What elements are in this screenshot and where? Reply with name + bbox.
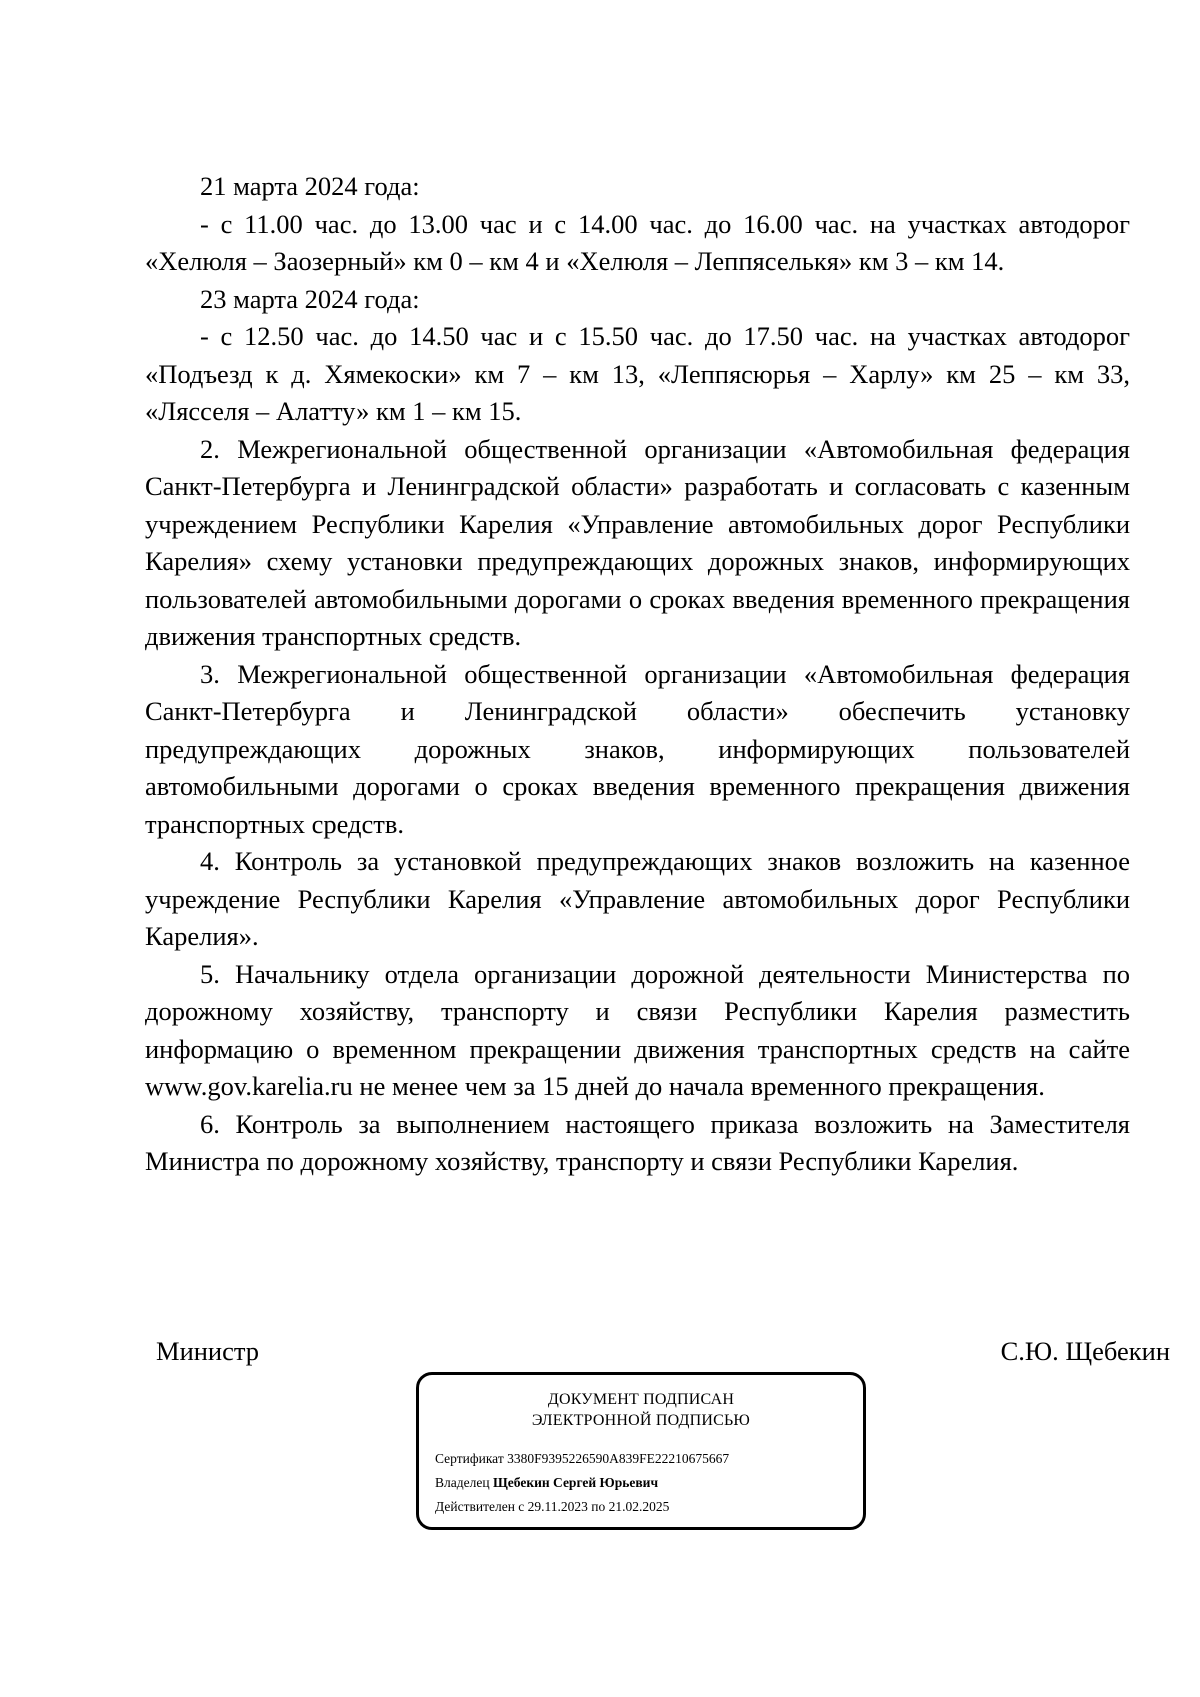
paragraph: 23 марта 2024 года: — [200, 283, 420, 314]
stamp-certificate — [435, 1447, 863, 1471]
validity-label: Действителен с — [435, 1499, 525, 1514]
paragraph: 3. Межрегиональной общественной организации «Автомобильная федерация Санкт-Петербурга и Ленинградской области» обеспечить установку предупреждающих дорожных знаков, информирующих пользователей автомобильными дорогами о сроках введения временного прекращения движения транспортных средств. — [145, 658, 1130, 839]
signatory-title: Министр — [156, 1336, 260, 1366]
stamp-owner — [435, 1471, 863, 1495]
signatory-name: С.Ю. Щебекин — [1000, 1336, 1170, 1366]
paragraph: 4. Контроль за установкой предупреждающих знаков возложить на казенное учреждение Республики Карелия «Управление автомобильных дорог Республики Карелия». — [145, 846, 1130, 951]
stamp-header-line: ДОКУМЕНТ ПОДПИСАН — [547, 1391, 735, 1408]
owner-label: Владелец — [435, 1475, 490, 1490]
paragraph: - с 11.00 час. до 13.00 час и с 14.00 час. до 16.00 час. на участках автодорог «Хелюля – Заозерный» км 0 – км 4 и «Хелюля – Леппяселькя» км 3 – км 14. — [145, 208, 1130, 276]
owner-value: Щебекин Сергей Юрьевич — [492, 1475, 659, 1490]
paragraph: 2. Межрегиональной общественной организации «Автомобильная федерация Санкт-Петербурга и Ленинградской области» разработать и согласовать с казенным учреждением Республики Карелия «Управление автомобильных дорог Республики Карелия» схему установки предупреждающих дорожных знаков, информирующих пользователей автомобильными дорогами о сроках введения временного прекращения движения транспортных средств. — [145, 433, 1130, 651]
paragraph: 5. Начальнику отдела организации дорожной деятельности Министерства по дорожному хозяйству, транспорту и связи Республики Карелия разместить информацию о временном прекращении движения транспортных средств на сайте www.gov.karelia.ru не менее чем за 15 дней до начала временного прекращения. — [145, 958, 1130, 1101]
valid-to: 21.02.2025 — [608, 1499, 670, 1514]
paragraph: 6. Контроль за выполнением настоящего приказа возложить на Заместителя Министра по дорожному хозяйству, транспорту и связи Республики Карелия. — [145, 1108, 1130, 1176]
electronic-signature-stamp — [416, 1372, 866, 1530]
certificate-label: Сертификат — [435, 1451, 504, 1466]
valid-from: 29.11.2023 — [527, 1499, 588, 1514]
valid-to-label: по — [591, 1499, 606, 1514]
stamp-validity — [435, 1495, 863, 1519]
paragraph: - с 12.50 час. до 14.50 час и с 15.50 час. до 17.50 час. на участках автодорог «Подъезд к д. Хямекоски» км 7 – км 13, «Леппясюрья – Харлу» км 25 – км 33, «Лясселя – Алатту» км 1 – км 15. — [145, 321, 1130, 426]
document-body — [145, 168, 1130, 1181]
stamp-header — [419, 1389, 863, 1431]
stamp-header-line: ЭЛЕКТРОННОЙ ПОДПИСЬЮ — [531, 1412, 751, 1429]
paragraph: 21 марта 2024 года: — [200, 171, 420, 201]
stamp-details — [435, 1447, 863, 1519]
certificate-value: 3380F9395226590A839FE22210675667 — [507, 1451, 730, 1466]
